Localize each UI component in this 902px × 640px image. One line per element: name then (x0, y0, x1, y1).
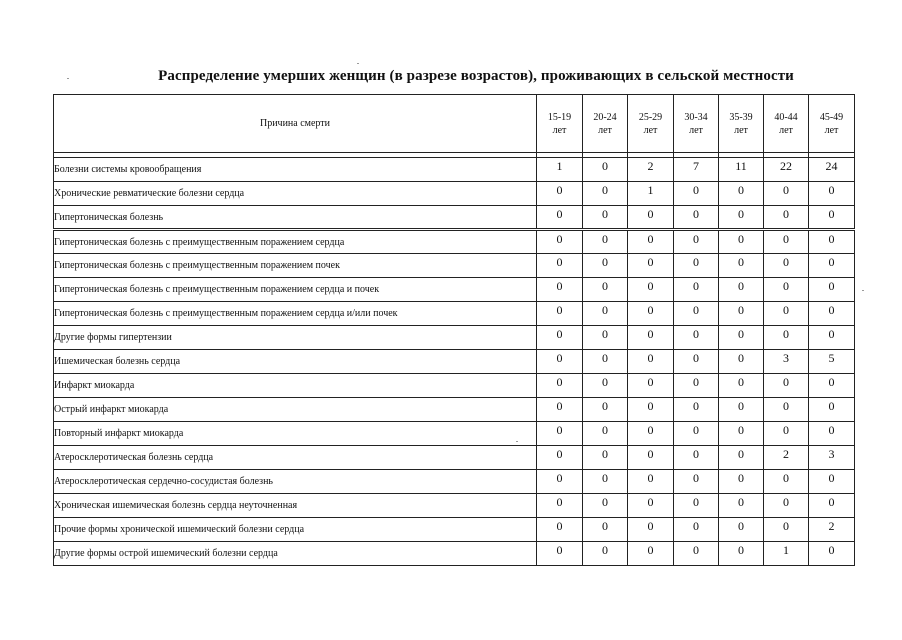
value-cell: 0 (809, 374, 855, 398)
value-cell: 0 (809, 182, 855, 206)
cause-cell: Ишемическая болезнь сердца (54, 350, 537, 374)
value-cell: 0 (628, 350, 674, 374)
value-cell: 0 (537, 230, 583, 254)
age-column-header (628, 95, 674, 153)
table-row (54, 206, 855, 230)
value-cell: 0 (674, 470, 719, 494)
value-cell: 0 (674, 182, 719, 206)
value-cell: 0 (719, 302, 764, 326)
value-cell: 2 (764, 446, 809, 470)
cause-cell: Гипертоническая болезнь (54, 206, 537, 230)
value-cell: 22 (764, 158, 809, 182)
age-range: 25-29 (638, 111, 663, 123)
value-cell: 0 (809, 230, 855, 254)
value-cell: 0 (537, 374, 583, 398)
cause-cell: Болезни системы кровообращения (54, 158, 537, 182)
value-cell: 0 (764, 230, 809, 254)
value-cell: 0 (674, 494, 719, 518)
value-cell: 0 (537, 254, 583, 278)
table-row (54, 494, 855, 518)
age-column-header (764, 95, 809, 153)
age-column-header (537, 95, 583, 153)
value-cell: 0 (537, 206, 583, 230)
value-cell: 0 (809, 278, 855, 302)
value-cell: 0 (537, 326, 583, 350)
age-unit: лет (598, 124, 612, 136)
value-cell: 0 (719, 254, 764, 278)
age-unit: лет (643, 124, 658, 136)
age-range: 20-24 (593, 111, 617, 123)
age-unit: лет (689, 124, 703, 136)
header-row (54, 95, 855, 153)
age-range: 30-34 (684, 111, 708, 123)
table-row (54, 518, 855, 542)
age-unit: лет (779, 124, 793, 136)
value-cell: 0 (537, 278, 583, 302)
cause-cell: Инфаркт миокарда (54, 374, 537, 398)
value-cell: 0 (583, 518, 628, 542)
value-cell: 0 (809, 302, 855, 326)
value-cell: 0 (674, 422, 719, 446)
cause-cell: Хронические ревматические болезни сердца (54, 182, 537, 206)
value-cell: 0 (674, 374, 719, 398)
cause-cell: Атеросклеротическая болезнь сердца (54, 446, 537, 470)
table-row (54, 350, 855, 374)
age-column-header (809, 95, 855, 153)
value-cell: 0 (628, 254, 674, 278)
cause-cell: Другие формы острой ишемический болезни сердца (54, 542, 537, 566)
scan-speck (67, 78, 69, 79)
table-row (54, 326, 855, 350)
age-range: 40-44 (774, 111, 798, 123)
value-cell: 0 (583, 182, 628, 206)
value-cell: 0 (537, 302, 583, 326)
value-cell: 24 (809, 158, 855, 182)
value-cell: 0 (764, 470, 809, 494)
value-cell: 0 (764, 494, 809, 518)
value-cell: 0 (583, 374, 628, 398)
value-cell: 0 (628, 542, 674, 566)
age-range: 15-19 (547, 111, 572, 123)
value-cell: 0 (809, 206, 855, 230)
value-cell: 0 (719, 470, 764, 494)
value-cell: 0 (537, 422, 583, 446)
value-cell: 0 (719, 398, 764, 422)
age-unit: лет (552, 124, 567, 136)
age-range: 35-39 (729, 111, 753, 123)
value-cell: 0 (537, 542, 583, 566)
table-row (54, 302, 855, 326)
cause-cell: Острый инфаркт миокарда (54, 398, 537, 422)
value-cell: 0 (764, 326, 809, 350)
value-cell: 0 (719, 182, 764, 206)
value-cell: 0 (809, 398, 855, 422)
cause-cell: Гипертоническая болезнь с преимущественным поражением сердца и/или почек (54, 302, 537, 326)
table-row (54, 254, 855, 278)
value-cell: 0 (628, 230, 674, 254)
value-cell: 0 (809, 254, 855, 278)
value-cell: 0 (674, 278, 719, 302)
value-cell: 0 (628, 326, 674, 350)
value-cell: 0 (719, 206, 764, 230)
value-cell: 2 (628, 158, 674, 182)
value-cell: 0 (764, 254, 809, 278)
value-cell: 0 (537, 398, 583, 422)
value-cell: 0 (764, 278, 809, 302)
value-cell: 3 (809, 446, 855, 470)
value-cell: 0 (628, 422, 674, 446)
value-cell: 0 (583, 230, 628, 254)
value-cell: 0 (628, 302, 674, 326)
value-cell: 3 (764, 350, 809, 374)
value-cell: 0 (674, 518, 719, 542)
value-cell: 0 (674, 326, 719, 350)
table-row (54, 278, 855, 302)
value-cell: 0 (583, 206, 628, 230)
value-cell: 0 (628, 206, 674, 230)
value-cell: 0 (674, 446, 719, 470)
table-row (54, 182, 855, 206)
value-cell: 1 (537, 158, 583, 182)
value-cell: 0 (628, 278, 674, 302)
value-cell: 0 (809, 422, 855, 446)
value-cell: 0 (719, 542, 764, 566)
value-cell: 0 (628, 446, 674, 470)
age-unit: лет (824, 124, 839, 136)
value-cell: 0 (583, 398, 628, 422)
table-row (54, 230, 855, 254)
cause-cell: Другие формы гипертензии (54, 326, 537, 350)
value-cell: 0 (583, 302, 628, 326)
value-cell: 0 (537, 350, 583, 374)
document-title: Распределение умерших женщин (в разрезе возрастов), проживающих в сельской местности (158, 68, 794, 84)
table-body (54, 153, 855, 566)
value-cell: 0 (719, 374, 764, 398)
value-cell: 0 (719, 422, 764, 446)
table-row (54, 470, 855, 494)
value-cell: 0 (537, 446, 583, 470)
value-cell: 0 (583, 494, 628, 518)
value-cell: 0 (583, 446, 628, 470)
mortality-table (53, 94, 855, 566)
cause-cell: Атеросклеротическая сердечно-сосудистая болезнь (54, 470, 537, 494)
value-cell: 0 (583, 470, 628, 494)
value-cell: 0 (583, 278, 628, 302)
cause-cell: Прочие формы хронической ишемический болезни сердца (54, 518, 537, 542)
value-cell: 0 (764, 206, 809, 230)
value-cell: 0 (674, 398, 719, 422)
value-cell: 0 (674, 254, 719, 278)
value-cell: 0 (719, 230, 764, 254)
value-cell: 7 (674, 158, 719, 182)
cause-cell: Повторный инфаркт миокарда (54, 422, 537, 446)
value-cell: 0 (764, 374, 809, 398)
value-cell: 0 (809, 494, 855, 518)
age-column-header (674, 95, 719, 153)
value-cell: 0 (583, 158, 628, 182)
value-cell: 0 (809, 470, 855, 494)
age-range: 45-49 (819, 111, 844, 123)
cause-cell: Гипертоническая болезнь с преимущественным поражением сердца (54, 230, 537, 254)
value-cell: 1 (628, 182, 674, 206)
table-row (54, 374, 855, 398)
cause-cell: Гипертоническая болезнь с преимущественным поражением почек (54, 254, 537, 278)
scan-speck (357, 63, 359, 64)
value-cell: 0 (674, 350, 719, 374)
value-cell: 0 (674, 542, 719, 566)
value-cell: 0 (809, 542, 855, 566)
value-cell: 0 (674, 230, 719, 254)
table-row (54, 446, 855, 470)
value-cell: 0 (764, 518, 809, 542)
value-cell: 0 (628, 398, 674, 422)
age-unit: лет (734, 124, 748, 136)
value-cell: 0 (809, 326, 855, 350)
cause-column-header: Причина смерти (54, 95, 537, 153)
value-cell: 0 (719, 494, 764, 518)
value-cell: 0 (537, 182, 583, 206)
table-row (54, 422, 855, 446)
value-cell: 0 (583, 542, 628, 566)
value-cell: 0 (674, 302, 719, 326)
age-column-header (719, 95, 764, 153)
value-cell: 0 (764, 302, 809, 326)
scan-speck (862, 290, 864, 291)
table-row (54, 158, 855, 182)
value-cell: 0 (583, 254, 628, 278)
value-cell: 0 (583, 350, 628, 374)
value-cell: 0 (674, 206, 719, 230)
value-cell: 11 (719, 158, 764, 182)
value-cell: 0 (583, 326, 628, 350)
table-row (54, 542, 855, 566)
value-cell: 1 (764, 542, 809, 566)
value-cell: 0 (537, 470, 583, 494)
cause-cell: Хроническая ишемическая болезнь сердца неуточненная (54, 494, 537, 518)
table-row (54, 398, 855, 422)
scan-speck (516, 441, 518, 442)
age-column-header (583, 95, 628, 153)
value-cell: 0 (628, 518, 674, 542)
value-cell: 0 (719, 278, 764, 302)
cause-cell: Гипертоническая болезнь с преимущественным поражением сердца и почек (54, 278, 537, 302)
value-cell: 0 (628, 374, 674, 398)
value-cell: 0 (719, 350, 764, 374)
value-cell: 5 (809, 350, 855, 374)
value-cell: 0 (764, 422, 809, 446)
value-cell: 0 (628, 470, 674, 494)
value-cell: 0 (628, 494, 674, 518)
value-cell: 0 (764, 398, 809, 422)
value-cell: 2 (809, 518, 855, 542)
value-cell: 0 (537, 518, 583, 542)
value-cell: 0 (719, 446, 764, 470)
value-cell: 0 (719, 326, 764, 350)
value-cell: 0 (764, 182, 809, 206)
value-cell: 0 (537, 494, 583, 518)
value-cell: 0 (719, 518, 764, 542)
value-cell: 0 (583, 422, 628, 446)
